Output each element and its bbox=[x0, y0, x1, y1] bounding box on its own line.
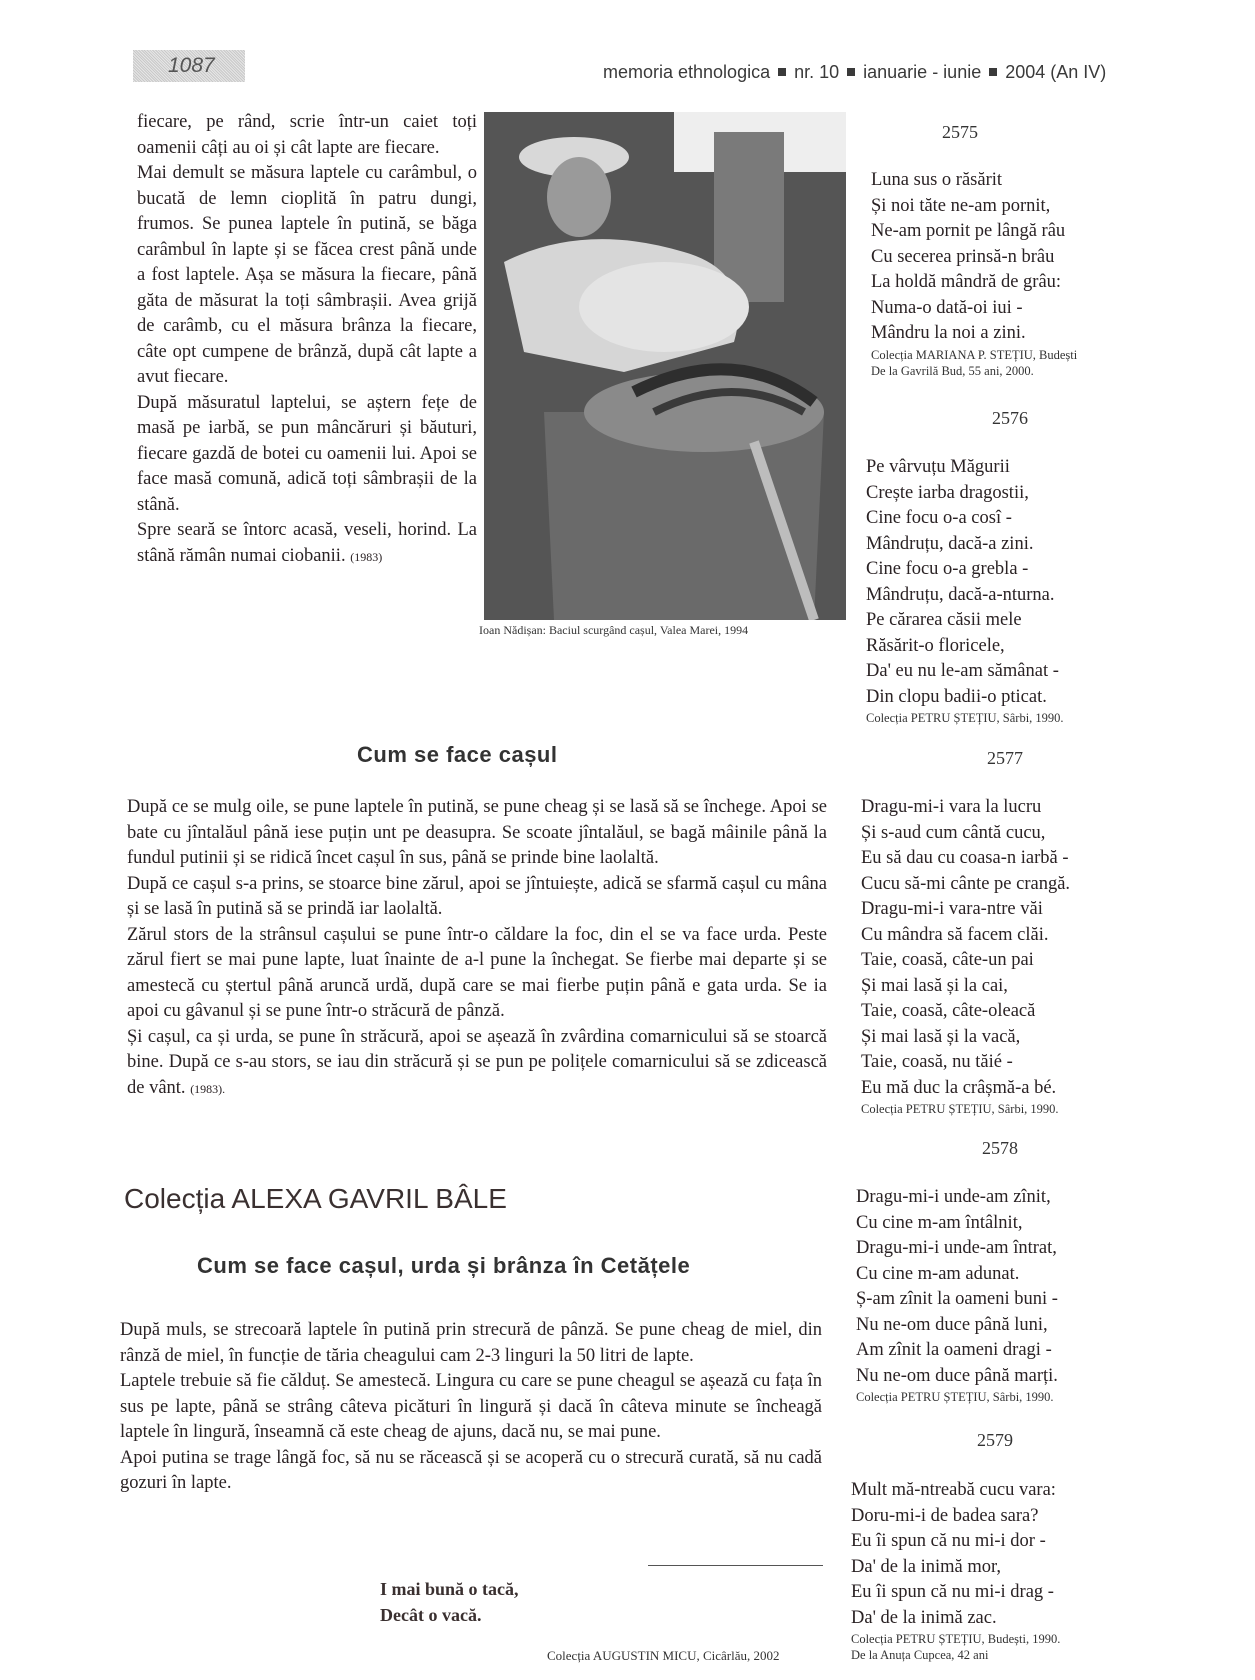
paragraph: Mai demult se măsura laptele cu carâmbul, o bucată de lemn cioplită în patru dungi, frumos. Se punea laptele în putină, se băga carâmbul în lapte și se făcea crest până unde a fost laptele. Așa se măsura la fiecare, până găta de măsurat la toți sâmbrașii. Avea grijă de carâmb, cu el măsura brânza la fiecare, câte opt cumpene de brânză, după cât lapte a avut fiecare. bbox=[137, 163, 477, 387]
left-column-text bbox=[137, 110, 477, 570]
poem-line: Cu mândra să facem clăi. bbox=[861, 924, 1049, 945]
poem-line: Eu să dau cu coasa-n iarbă - bbox=[861, 848, 1069, 868]
paragraph: După ce se mulg oile, se pune laptele în putină, se pune cheag și se lasă să se închege. Apoi se bate cu jîntalăul până iese puțin unt pe deasupra. Se scoate jîntalăul, se bagă mâinile până la fundul putinii și se ridică încet cașul în sus, până se prinde bine laolaltă. bbox=[127, 797, 827, 868]
paragraph-text: Spre seară se întorc acasă, veseli, horind. La stână rămân numai ciobanii. bbox=[137, 520, 477, 566]
poem-line: Doru-mi-i de badea sara? bbox=[851, 1505, 1039, 1526]
poem-line: Taie, coasă, câte-oleacă bbox=[861, 1001, 1036, 1021]
poem-number: 2575 bbox=[942, 122, 978, 142]
poem-line: Am zînit la oameni dragi - bbox=[856, 1340, 1052, 1360]
journal-name: memoria ethnologica bbox=[603, 62, 771, 82]
poem-line: Dragu-mi-i vara-ntre văi bbox=[861, 899, 1043, 919]
poem-line: Mândru la noi a zini. bbox=[871, 323, 1026, 343]
poem-line: Dragu-mi-i vara la lucru bbox=[861, 797, 1042, 817]
separator-square-icon bbox=[847, 68, 855, 76]
poem-line: Dragu-mi-i unde-am întrat, bbox=[856, 1238, 1057, 1258]
paragraph bbox=[127, 1025, 827, 1103]
issue-year: 2004 (An IV) bbox=[1005, 62, 1107, 82]
poem-line: Și mai lasă și la vacă, bbox=[861, 1026, 1021, 1047]
poem-line: Eu mă duc la crâșmă-a bé. bbox=[861, 1077, 1057, 1098]
poem-line: Cu secerea prinsă-n brâu bbox=[871, 246, 1055, 267]
proverb-credit: Colecția AUGUSTIN MICU, Cicârlău, 2002 bbox=[547, 1648, 780, 1663]
poem-line: Taie, coasă, câte-un pai bbox=[861, 950, 1034, 970]
poem-line: Și mai lasă și la cai, bbox=[861, 975, 1008, 996]
page-number: 1087 bbox=[168, 54, 215, 77]
poem-line: Cine focu o-a cosî - bbox=[866, 508, 1012, 528]
poem-number: 2576 bbox=[992, 408, 1028, 428]
poem bbox=[856, 1185, 1058, 1405]
poem-credit: De la Gavrilă Bud, 55 ani, 2000. bbox=[871, 363, 1034, 378]
poem-line: Nu ne-om duce până luni, bbox=[856, 1314, 1048, 1335]
poem-credit: Colecția PETRU ȘTEȚIU, Sârbi, 1990. bbox=[861, 1102, 1059, 1116]
poem-line: Pe vârvuțu Măgurii bbox=[866, 457, 1010, 477]
poem-line: Cu cine m-am întâlnit, bbox=[856, 1212, 1023, 1233]
poem-line: Taie, coasă, nu tăié - bbox=[861, 1052, 1013, 1072]
poem-line: Ne-am pornit pe lângă râu bbox=[871, 221, 1066, 241]
section-title: Cum se face cașul, urda și brânza în Cetățele bbox=[197, 1253, 691, 1278]
paragraph: După măsuratul laptelui, se aștern fețe de masă pe iarbă, se pun mâncăruri și băuturi, fiecare gazdă de botei cu oamenii lui. Apoi se face masă comună, adică toți sâmbrașii de la stână. bbox=[137, 392, 477, 515]
proverb bbox=[380, 1576, 519, 1628]
proverb-line: Decât o vacă. bbox=[380, 1605, 482, 1625]
poem bbox=[871, 168, 1077, 379]
poem bbox=[866, 455, 1064, 726]
running-header bbox=[603, 62, 1106, 83]
poem-line: Da' eu nu le-am sămânat - bbox=[866, 661, 1059, 681]
paragraph: Laptele trebuie să fie călduț. Se amestecă. Lingura cu care se pune cheagul se așează cu fața în sus pe lapte, până se strâng câteva picături în lingură și dacă în câteva minute se încheagă laptele în lingură, înseamnă că este cheag de ajuns, dacă nu, se mai pune. bbox=[120, 1371, 822, 1442]
poem-line: Pe cărarea căsii mele bbox=[866, 610, 1022, 630]
poem-line: La holdă mândră de grâu: bbox=[871, 272, 1062, 292]
poem-line: Cine focu o-a grebla - bbox=[866, 559, 1029, 579]
poem-line: Ș-am zînit la oameni buni - bbox=[856, 1289, 1058, 1309]
paragraph: Zărul stors de la strânsul cașului se pune într-o căldare la foc, din el se va face urda. Peste zărul fiert se mai pune lapte, luat înainte de a-l pune la închegat. Se fierbe mai departe și se amestecă cu ștertul până aruncă urdă, după care se mai fierbe puțin până e gata urda. Se ia apoi cu gâvanul și se pune într-o străcură de pânză. bbox=[127, 924, 827, 1021]
poem-line: Mult mă-ntreabă cucu vara: bbox=[851, 1480, 1056, 1500]
paragraph: fiecare, pe rând, scrie într-un caiet toți oamenii câți au oi și cât lapte are fiecare. bbox=[137, 112, 477, 158]
section-body bbox=[120, 1318, 822, 1497]
proverb-line: I mai bună o tacă, bbox=[380, 1579, 519, 1599]
poem-line: Crește iarba dragostii, bbox=[866, 482, 1029, 503]
poem-line: Răsărit-o floricele, bbox=[866, 635, 1005, 656]
poem-line: Numa-o dată-oi iui - bbox=[871, 297, 1023, 318]
poem-number: 2577 bbox=[987, 748, 1023, 768]
issue-number: nr. 10 bbox=[794, 62, 840, 82]
year-note: (1983). bbox=[190, 1081, 226, 1096]
paragraph: După ce cașul s-a prins, se stoarce bine zărul, apoi se jîntuiește, adică se sfarmă cașul cu mâna și se lasă în putină să se prindă iar laolaltă. bbox=[127, 873, 827, 919]
poem-line: Da' de la inimă zac. bbox=[851, 1607, 997, 1628]
poem-credit: Colecția PETRU ȘTEȚIU, Sârbi, 1990. bbox=[866, 711, 1064, 725]
poem-line: Dragu-mi-i unde-am zînit, bbox=[856, 1187, 1051, 1207]
photo-caption: Ioan Nădișan: Baciul scurgând cașul, Valea Marei, 1994 bbox=[479, 623, 749, 637]
poem-line: Da' de la inimă mor, bbox=[851, 1556, 1002, 1577]
issue-period: ianuarie - iunie bbox=[863, 62, 982, 82]
separator-square-icon bbox=[778, 68, 786, 76]
section-body bbox=[127, 795, 827, 1102]
photo-shepherd-draining-cheese bbox=[484, 112, 846, 620]
poem-credit: Colecția PETRU ȘTEȚIU, Sârbi, 1990. bbox=[856, 1390, 1054, 1404]
year-note: (1983) bbox=[350, 549, 383, 564]
separator-square-icon bbox=[989, 68, 997, 76]
poem bbox=[851, 1478, 1060, 1663]
poem-number: 2579 bbox=[977, 1430, 1013, 1450]
paragraph-text: Și cașul, ca și urda, se pune în străcură, apoi se așează în zvârdina comarnicului să se stoarcă bine. După ce s-au stors, se iau din străcură și se pun pe polițele comarnicului să se zdicească de vânt. bbox=[127, 1026, 827, 1098]
collection-heading: Colecția ALEXA GAVRIL BÂLE bbox=[124, 1183, 507, 1214]
photo-illustration bbox=[484, 112, 846, 620]
poem-line: Și noi tăte ne-am pornit, bbox=[871, 195, 1051, 216]
poem-credit: Colecția MARIANA P. STEȚIU, Budești bbox=[871, 347, 1078, 362]
poem-credit: De la Anuța Cupcea, 42 ani bbox=[851, 1648, 989, 1662]
poem-line: Eu îi spun că nu mi-i dor - bbox=[851, 1531, 1046, 1551]
poem-number: 2578 bbox=[982, 1138, 1018, 1158]
poem-line: Și s-aud cum cântă cucu, bbox=[861, 822, 1046, 843]
paragraph: După muls, se strecoară laptele în putină prin strecură de pânză. Se pune cheag de miel, din rânză de miel, în funcție de tăria cheagului cam 2-3 linguri la 50 litri de lapte. bbox=[120, 1320, 822, 1366]
poem-line: Din clopu badii-o pticat. bbox=[866, 686, 1047, 707]
poem-line: Mândruțu, dacă-a-nturna. bbox=[866, 584, 1055, 605]
section-title: Cum se face cașul bbox=[357, 742, 558, 767]
paragraph: Apoi putina se trage lângă foc, să nu se răcească și se acoperă cu o strecură curată, să nu cadă gozuri în lapte. bbox=[120, 1447, 822, 1493]
poem-line: Luna sus o răsărit bbox=[871, 170, 1003, 190]
poem-line: Cucu să-mi cânte pe crangă. bbox=[861, 873, 1071, 894]
paragraph bbox=[137, 518, 477, 570]
poem-line: Nu ne-om duce până marți. bbox=[856, 1365, 1058, 1386]
divider bbox=[648, 1565, 823, 1566]
poem-line: Mândruțu, dacă-a zini. bbox=[866, 533, 1034, 554]
poem-line: Eu îi spun că nu mi-i drag - bbox=[851, 1582, 1054, 1602]
poem bbox=[861, 795, 1070, 1117]
poem-credit: Colecția PETRU ȘTEȚIU, Budești, 1990. bbox=[851, 1632, 1061, 1646]
poem-line: Cu cine m-am adunat. bbox=[856, 1263, 1020, 1284]
